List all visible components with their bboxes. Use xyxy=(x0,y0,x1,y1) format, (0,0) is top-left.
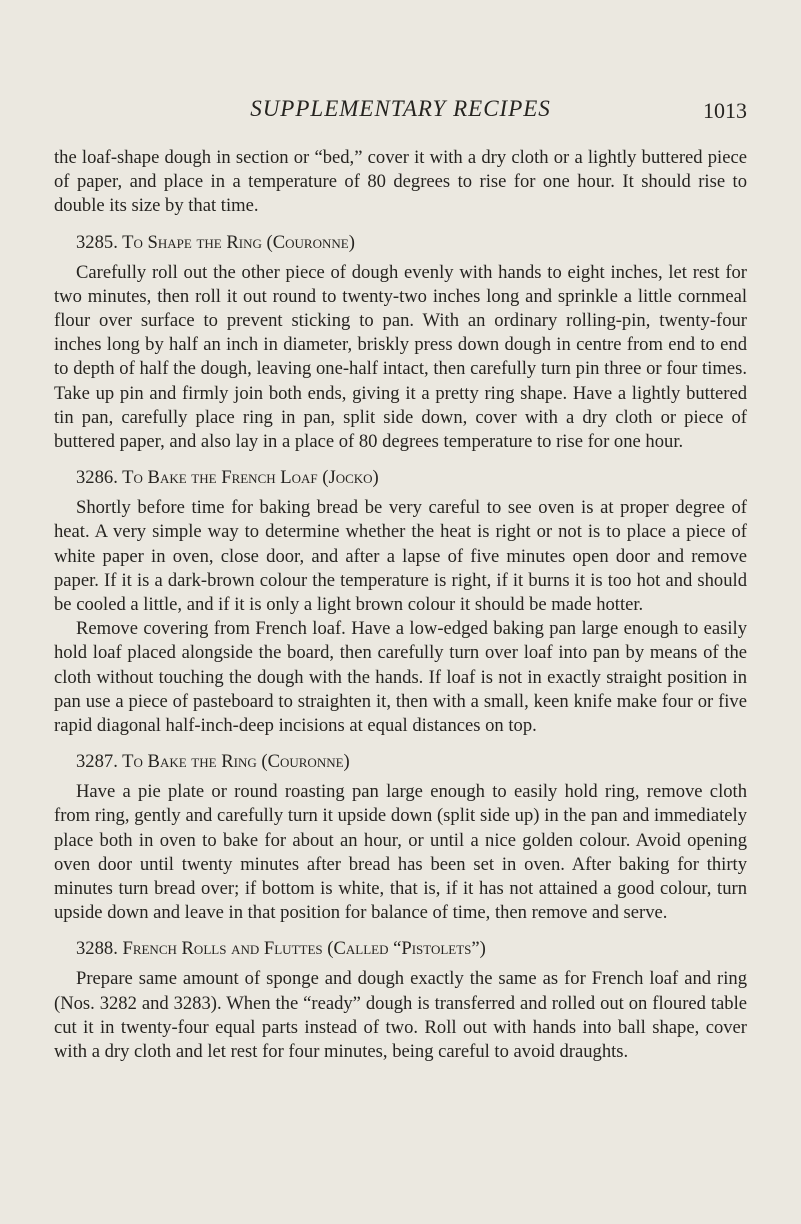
recipe-paragraph-3286-2: Remove covering from French loaf. Have a low-edged baking pan large enough to easily hold loaf placed alongside the board, then carefully turn over loaf into pan by means of the cloth without touching the dough with the hands. If loaf is not in exactly straight position in pan use a piece of pasteboard to straighten it, then with a small, keen knife make four or five rapid diagonal half-inch-deep incisions at equal distances on top. xyxy=(54,618,747,737)
recipe-heading-3287: 3287. To Bake the Ring (Couronne) xyxy=(76,751,350,773)
recipe-paragraph-3285: Carefully roll out the other piece of dough evenly with hands to eight inches, let rest for two minutes, then roll it out round to twenty-two inches long and sprinkle a little cornmeal flour over surface to prevent sticking to pan. With an ordinary rolling-pin, twenty-four inches long by half an inch in diameter, briskly press down dough in centre from end to end to depth of half the dough, leaving one-half intact, then carefully turn pin three or four times. Take up pin and firmly join both ends, giving it a pretty ring shape. Have a lightly buttered tin pan, carefully place ring in pan, split side down, cover with a dry cloth or piece of buttered paper, and also lay in a place of 80 degrees temperature to rise for one hour. xyxy=(54,261,747,453)
recipe-paragraph-3287: Have a pie plate or round roasting pan large enough to easily hold ring, remove cloth from ring, gently and carefully turn it upside down (split side up) in the pan and immediately place both in oven to bake for about an hour, or until a nice golden colour. Avoid opening oven door until twenty minutes after bread has been set in oven. After baking for thirty minutes turn bread over; if bottom is white, that is, if it has not attained a good colour, turn upside down and leave in that position for balance of time, then remove and serve. xyxy=(54,781,747,924)
recipe-heading-3285: 3285. To Shape the Ring (Couronne) xyxy=(76,231,355,253)
recipe-paragraph-3286-1: Shortly before time for baking bread be very careful to see oven is at proper degree of heat. A very simple way to determine whether the heat is right or not is to place a piece of white paper in oven, close door, and after a lapse of five minutes open door and remove paper. If it is a dark-brown colour the temperature is right, if it burns it is too hot and should be cooled a little, and if it is only a light brown colour it should be made hotter. xyxy=(54,497,747,616)
intro-paragraph: the loaf-shape dough in section or “bed,” cover it with a dry cloth or a lightly buttered piece of paper, and place in a temperature of 80 degrees to rise for one hour. It should rise to double its size by that time. xyxy=(54,147,747,217)
recipe-heading-3288: 3288. French Rolls and Fluttes (Called “Pistolets”) xyxy=(76,938,486,960)
body-text xyxy=(54,146,747,1064)
page-number: 1013 xyxy=(703,98,747,123)
recipe-heading-3286: 3286. To Bake the French Loaf (Jocko) xyxy=(76,467,379,489)
running-head xyxy=(0,96,801,128)
running-title: SUPPLEMENTARY RECIPES xyxy=(250,96,551,121)
recipe-paragraph-3288: Prepare same amount of sponge and dough exactly the same as for French loaf and ring (Nos. 3282 and 3283). When the “ready” dough is transferred and rolled out on floured table cut it in twenty-four equal parts instead of two. Roll out with hands into ball shape, cover with a dry cloth and let rest for four minutes, being careful to avoid draughts. xyxy=(54,968,747,1063)
